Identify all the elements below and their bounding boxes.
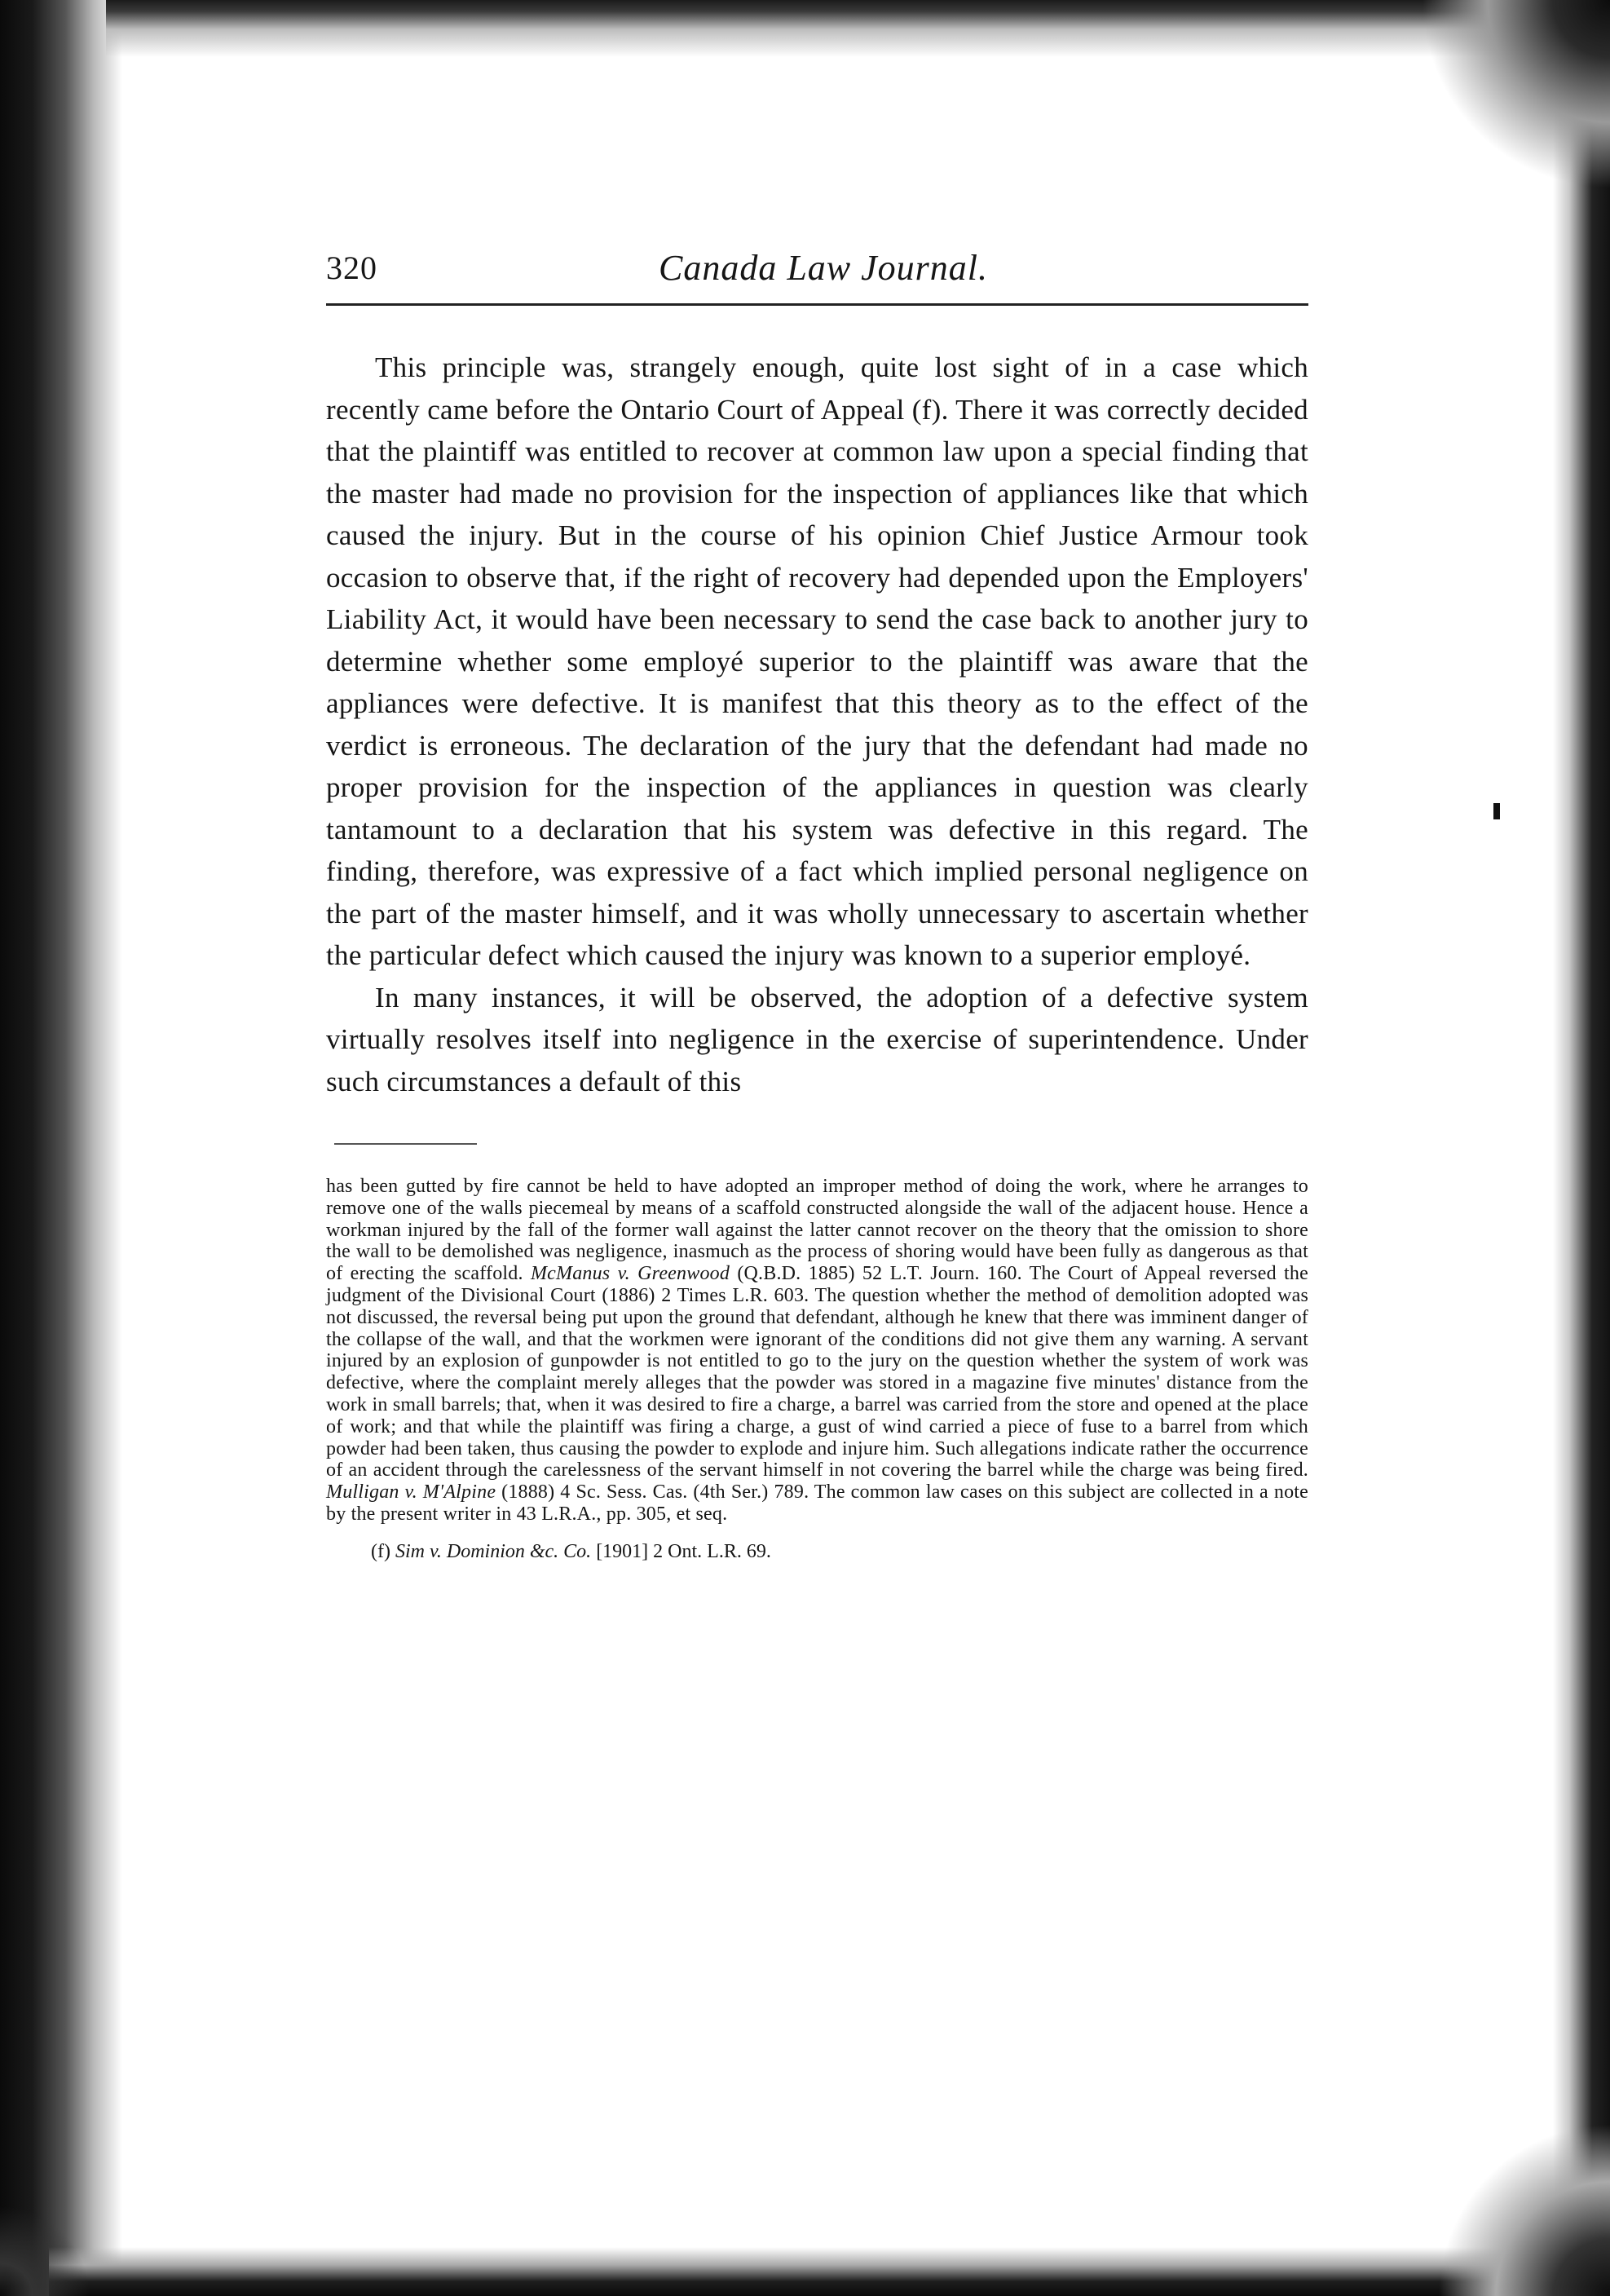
- running-header: [326, 245, 1308, 292]
- footnote-case-2: Mulligan v. M'Alpine: [326, 1481, 496, 1503]
- journal-title: Canada Law Journal.: [658, 248, 989, 288]
- footnote-f: [326, 1540, 1308, 1563]
- scan-shadow-bottom-right: [1431, 2117, 1610, 2296]
- scan-shadow-bottom-left: [0, 2198, 147, 2296]
- scan-shadow-right: [1553, 0, 1610, 2296]
- footnote-text-part-2: (Q.B.D. 1885) 52 L.T. Journ. 160. The Court of Appeal reversed the judgment of the Divisional Court (1886) 2 Times L.R. 603. The question whether the method of demolition adopted was not discussed, the reversal being put upon the ground that defendant, although he knew that there was imminent danger of the collapse of the wall, and that the workmen were ignorant of the conditions did not give them any warning. A servant injured by an explosion of gunpowder is not entitled to go to the jury on the question whether the system of work was defective, where the complaint merely alleges that the powder was stored in a magazine five minutes' distance from the work in small barrels; that, when it was desired to fire a charge, a barrel was carried from the store and opened at the place of work; and that while the plaintiff was firing a charge, a gust of wind carried a piece of fuse to a barrel from which powder had been taken, thus causing the powder to explode and injure him. Such allegations indicate rather the occurrence of an accident through the carelessness of the servant himself in not covering the barrel while the charge was being fired.: [326, 1263, 1308, 1481]
- page-number: 320: [326, 249, 377, 286]
- margin-mark: [1493, 803, 1500, 819]
- footnote-text-part-3: (1888) 4 Sc. Sess. Cas. (4th Ser.) 789. The common law cases on this subject are collected in a note by the present writer in 43 L.R.A., pp. 305, et seq.: [326, 1481, 1308, 1525]
- footnote-case-1: McManus v. Greenwood: [530, 1263, 730, 1285]
- footnote-f-label: (f): [371, 1540, 395, 1562]
- footnote-text-part-1: has been gutted by fire cannot be held to have adopted an improper method of doing the work, where he arranges to remove one of the walls piecemeal by means of a scaffold constructed alongside the wall of the adjacent house. Hence a workman injured by the fall of the former wall against the latter cannot recover on the theory that the omission to shore the wall to be demolished was negligence, inasmuch as the process of shoring would have been fully as dangerous as that of erecting the scaffold.: [326, 1176, 1308, 1285]
- footnote-f-citation: [1901] 2 Ont. L.R. 69.: [591, 1540, 771, 1562]
- scan-shadow-top-right: [1398, 0, 1610, 212]
- page-content: [326, 245, 1308, 1563]
- header-rule: [326, 303, 1308, 306]
- scan-shadow-top: [106, 0, 1610, 57]
- body-paragraph-1: This principle was, strangely enough, quite lost sight of in a case which recently came before the Ontario Court of Appeal (f). There it was correctly decided that the plaintiff was entitled to recover at common law upon a special finding that the master had made no provision for the inspection of appliances like that which caused the injury. But in the course of his opinion Chief Justice Armour took occasion to observe that, if the right of recovery had depended upon the Employers' Liability Act, it would have been necessary to send the case back to another jury to determine whether some employé superior to the plaintiff was aware that the appliances were defective. It is manifest that this theory as to the effect of the verdict is erroneous. The declaration of the jury that the defendant had made no proper provision for the inspection of the appliances in question was clearly tantamount to a declaration that his system was defective in this regard. The finding, therefore, was expressive of a fact which implied personal negligence on the part of the master himself, and it was wholly unnecessary to ascertain whether the particular defect which caused the injury was known to a superior employé.: [326, 351, 1308, 971]
- body-paragraph-2: In many instances, it will be observed, the adoption of a defective system virtually resolves itself into negligence in the exercise of superintendence. Under such circumstances a default of this: [326, 981, 1308, 1097]
- footnote-separator: [334, 1143, 477, 1145]
- footnote-f-case: Sim v. Dominion &c. Co.: [395, 1540, 592, 1562]
- scan-shadow-left: [0, 0, 122, 2296]
- scan-shadow-bottom: [49, 2247, 1610, 2296]
- footnote-continued: [326, 1176, 1308, 1526]
